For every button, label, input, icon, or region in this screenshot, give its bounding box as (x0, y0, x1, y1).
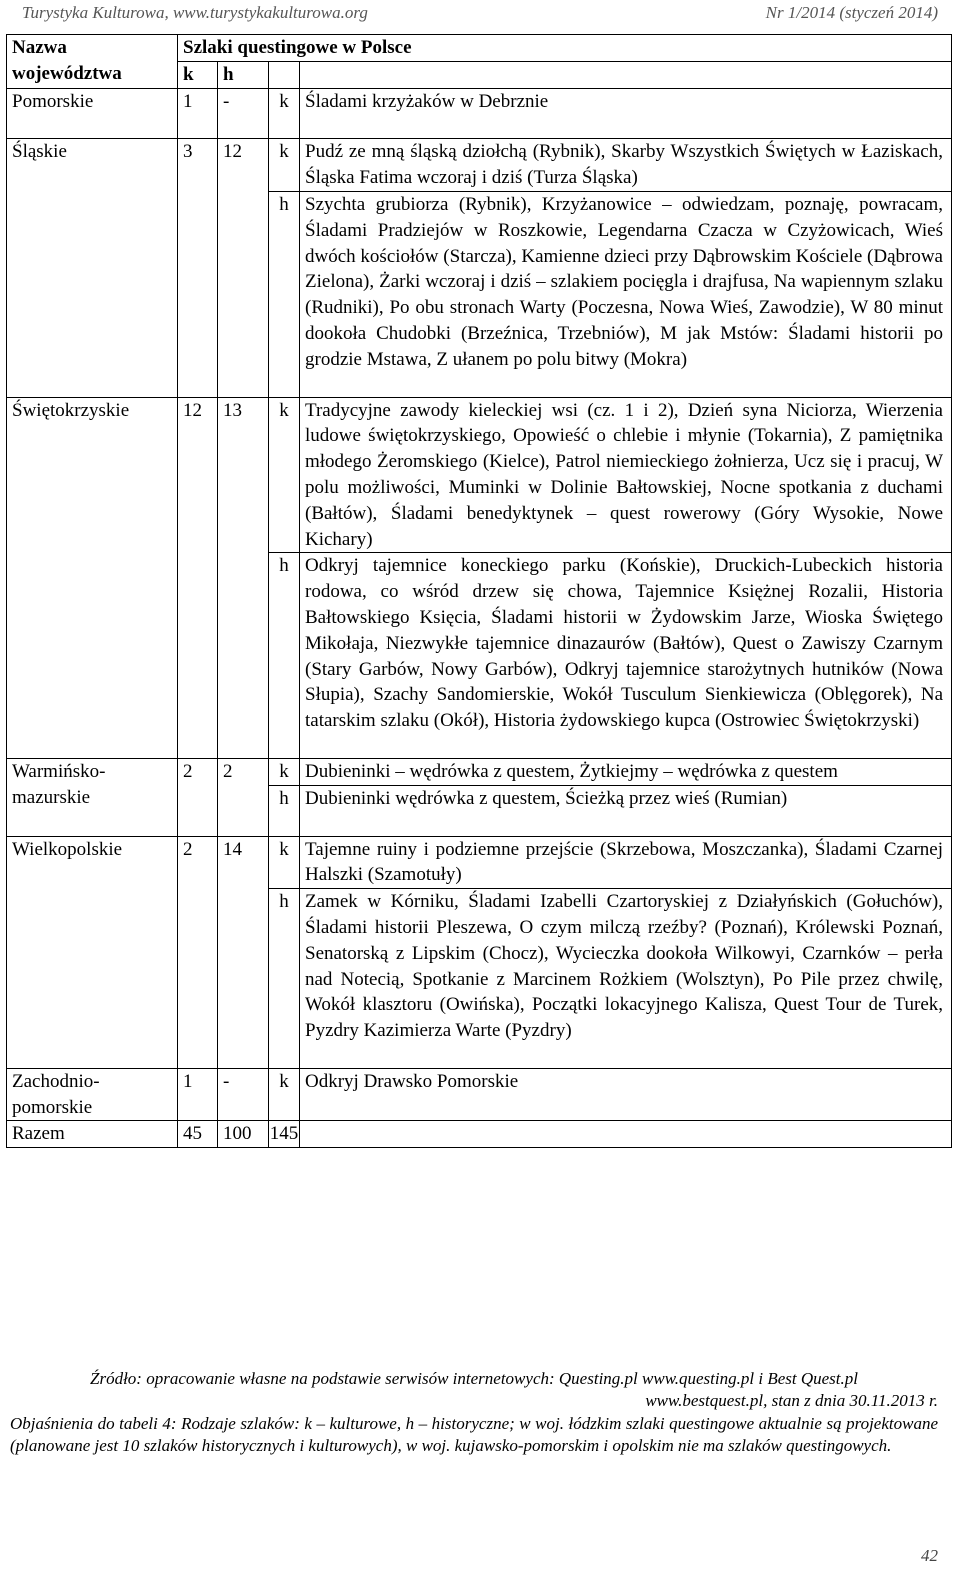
trail-list-cell: Tradycyjne zawody kieleckiej wsi (cz. 1 i 2), Dzień syna Niciorza, Wierzenia ludowe świętokrzyskiego, Opowieść o chlebie i młynie (Tokarnia), Z pamiętnika młodego Żeromskiego (Kielce), Patrol niemieckiego żołnierza, Ucz się i pracuj, W polu możliwości, Muminki w Dolinie Bałtowskiej, Nocne spotkania z duchami (Bałtów), Śladami benedyktynek – quest rowerowy (Góry Wysokie, Nowe Kichary) (300, 397, 952, 553)
table-row (7, 397, 952, 553)
trail-list-cell: Zamek w Kórniku, Śladami Izabelli Czartoryskiej z Działyńskich (Gołuchów), Śladami historii Pleszewa, O czym milczą rzeźby? (Poznań), Królewski Poznań, Senatorską z Lipskim (Chocz), Wycieczka dookoła Wilkowyi, Czarnków – perła nad Notecią, Spotkanie z Marcinem Rożkiem (Wolsztyn), Po Pile przez chwilę, Wokół klasztoru (Owińska), Początki lokacyjnego Kalisza, Quest Tour de Turek, Pyzdry Kazimierza Warte (Pyzdry) (300, 889, 952, 1069)
trail-list-cell: Odkryj tajemnice koneckiego parku (Końskie), Druckich-Lubeckich historia rodowa, co wśród drzew się chowa, Tajemnice Księżnej Rozalii, Historia Bałtowskiego Księcia, Śladami historii w Żydowskim Jarze, Wioska Świętego Mikołaja, Niezwykłe tajemnice dinazaurów (Bałtów), Quest o Zawiszy Czarnym (Stary Garbów, Nowy Garbów), Odkryj tajemnice starożytnych hutników (Nowa Słupia), Szachy Sandomierskie, Wokół Tusculum Sienkiewicza (Oblęgorek), Na tatarskim szlaku (Okół), Historia żydowskiego kupca (Ostrowiec Świętokrzyski) (300, 553, 952, 759)
h-count-cell: 14 (218, 836, 269, 1068)
region-cell: Świętokrzyskie (7, 397, 178, 758)
trail-list-cell: Szychta grubiorza (Rybnik), Krzyżanowice – odwiedzam, poznaję, powracam, Śladami Pradziejów w Roszkowie, Legendarna Czacza w Czyżowicach, Wieś dwóch kościołów (Starcza), Kamienne dzieci przy Dąbrowskim Kościele (Dąbrowa Zielona), Żarki wczoraj i dziś – szlakiem pocięgla i drajfusa, Na wapiennym szlaku (Rudniki), Po obu stronach Warty (Poczesna, Nowa Wieś, Zawodzie), W 80 minut dookoła Chudobki (Brzeźnica, Trzebniów), M jak Mstów: Śladami historii po grodzie Mstawa, Z ułanem po polu bitwy (Mokra) (300, 191, 952, 397)
h-count-cell: - (218, 1068, 269, 1121)
trail-type-cell: k (269, 836, 300, 889)
trail-type-cell: k (269, 88, 300, 139)
trail-type-cell: h (269, 553, 300, 759)
trails-header: Szlaki questingowe w Polsce (178, 35, 952, 62)
trail-type-cell: k (269, 1068, 300, 1121)
trail-type-cell: h (269, 889, 300, 1069)
journal-title: Turystyka Kulturowa, www.turystykakulturowa.org (22, 3, 368, 22)
trail-type-cell: k (269, 397, 300, 553)
table-row (7, 139, 952, 192)
page-number: 42 (921, 1546, 938, 1565)
k-count-cell: 1 (178, 1068, 218, 1121)
trail-list-cell: Tajemne ruiny i podziemne przejście (Skrzebowa, Moszczanka), Śladami Czarnej Halszki (Szamotuły) (300, 836, 952, 889)
h-count-cell: 2 (218, 758, 269, 836)
source-line-2: www.bestquest.pl, stan z dnia 30.11.2013 r. (645, 1391, 938, 1410)
region-cell: Śląskie (7, 139, 178, 397)
region-cell: Warmińsko-mazurskie (7, 758, 178, 836)
total-all: 145 (269, 1121, 300, 1148)
trail-type-cell: h (269, 785, 300, 836)
running-header (22, 0, 938, 26)
region-cell: Wielkopolskie (7, 836, 178, 1068)
trail-list-cell: Śladami krzyżaków w Debrznie (300, 88, 952, 139)
k-header: k (178, 61, 218, 88)
trail-list-cell: Dubieninki wędrówka z questem, Ścieżką przez wieś (Rumian) (300, 785, 952, 836)
table-explanation: Objaśnienia do tabeli 4: Rodzaje szlaków: k – kulturowe, h – historyczne; w woj. łódzkim szlaki questingowe aktualnie są projektowane (planowane jest 10 szlaków historycznych i kulturowych), w woj. kujawsko-pomorskim i opolskim nie ma szlaków questingowych. (10, 1414, 938, 1455)
region-cell: Pomorskie (7, 88, 178, 139)
k-count-cell: 2 (178, 758, 218, 836)
trail-type-cell: k (269, 758, 300, 785)
issue-number: Nr 1/2014 (styczeń 2014) (765, 3, 938, 22)
h-count-cell: 12 (218, 139, 269, 397)
h-count-cell: 13 (218, 397, 269, 758)
source-line-1: Źródło: opracowanie własne na podstawie serwisów internetowych: Questing.pl www.questing.pl i Best Quest.pl (90, 1369, 858, 1388)
k-count-cell: 1 (178, 88, 218, 139)
region-cell: Zachodnio-pomorskie (7, 1068, 178, 1121)
table-header-row (7, 35, 952, 62)
trail-list-cell: Pudź ze mną śląską dziołchą (Rybnik), Skarby Wszystkich Świętych w Łaziskach, Śląska Fatima wczoraj i dziś (Turza Śląska) (300, 139, 952, 192)
table-row (7, 836, 952, 889)
k-count-cell: 3 (178, 139, 218, 397)
trail-list-cell: Odkryj Drawsko Pomorskie (300, 1068, 952, 1121)
region-header: Nazwa województwa (7, 35, 178, 89)
k-count-cell: 12 (178, 397, 218, 758)
quest-trails-table (6, 34, 952, 1148)
source-note (10, 1368, 938, 1412)
h-header: h (218, 61, 269, 88)
k-count-cell: 2 (178, 836, 218, 1068)
h-count-cell: - (218, 88, 269, 139)
table-row (7, 1068, 952, 1121)
total-row (7, 1121, 952, 1148)
table-row (7, 88, 952, 139)
total-label: Razem (7, 1121, 178, 1148)
trail-list-cell: Dubieninki – wędrówka z questem, Żytkiejmy – wędrówka z questem (300, 758, 952, 785)
trail-type-cell: h (269, 191, 300, 397)
total-k: 45 (178, 1121, 218, 1148)
total-h: 100 (218, 1121, 269, 1148)
trail-type-cell: k (269, 139, 300, 192)
table-row (7, 758, 952, 785)
